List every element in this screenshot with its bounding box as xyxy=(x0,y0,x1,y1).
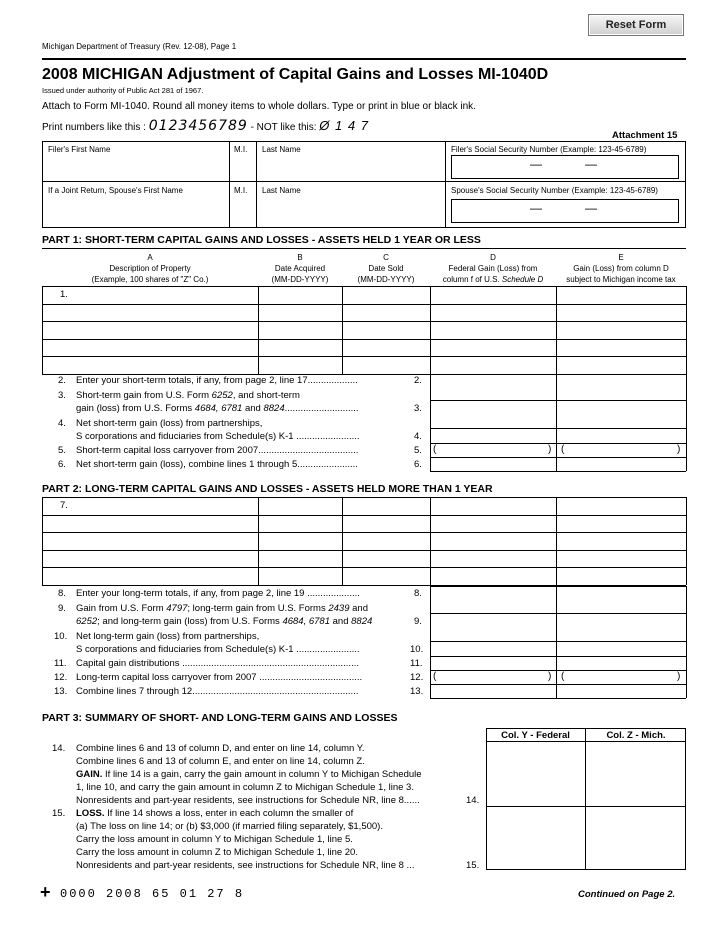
line9-t1a: Gain from U.S. Form xyxy=(76,603,167,614)
line3-t2c: and xyxy=(242,403,264,414)
filer-grid-right xyxy=(685,141,686,227)
part2-paren-d-open: ( xyxy=(433,671,437,682)
part1-row-5-michigan-gain-input[interactable] xyxy=(559,358,683,373)
part1-col-d-header xyxy=(430,252,556,285)
line11-box-label: 11. xyxy=(410,658,423,669)
line14-box-label: 14. xyxy=(466,795,480,806)
line12-num: 12. xyxy=(54,672,68,683)
part2-row-4-date-sold-input[interactable] xyxy=(345,552,427,567)
part2-total-e-input[interactable] xyxy=(559,614,683,628)
part1-line1-label: 1. xyxy=(60,289,68,300)
part1-row-rule xyxy=(42,304,686,305)
spouse-first-name-label: If a Joint Return, Spouse's First Name xyxy=(48,186,183,195)
line15-col-y-input[interactable] xyxy=(489,809,583,867)
part2-row-3-description-input[interactable] xyxy=(45,534,255,549)
line14-text3 xyxy=(76,769,422,782)
footer-plus-mark: + xyxy=(40,882,51,902)
part2-total-col-rule xyxy=(686,586,687,698)
part2-row-rule xyxy=(42,515,686,516)
part1-row-rule xyxy=(42,356,686,357)
spouse-ssn-input[interactable] xyxy=(451,199,679,223)
filer-grid-sep1 xyxy=(229,141,230,227)
part1-col-c-header xyxy=(342,252,430,285)
part2-row-4-date-acquired-input[interactable] xyxy=(261,552,339,567)
part2-row-2-michigan-gain-input[interactable] xyxy=(559,517,683,532)
header-rule xyxy=(42,58,686,60)
part2-total-e-input[interactable] xyxy=(559,642,683,655)
line11-text: Capital gain distributions ................................................................... xyxy=(76,658,359,669)
line2-box-label: 2. xyxy=(414,375,422,386)
part2-row-1-description-input[interactable] xyxy=(45,499,255,514)
part1-row-3-date-sold-input[interactable] xyxy=(345,323,427,338)
part1-row-1-description-input[interactable] xyxy=(45,288,255,303)
line3-t1b: 6252 xyxy=(211,390,233,401)
part2-row-2-date-acquired-input[interactable] xyxy=(261,517,339,532)
line9-t2b: ; and long-term gain (loss) from U.S. Forms xyxy=(97,616,283,627)
part1-row-2-federal-gain-input[interactable] xyxy=(433,306,553,321)
good-number-sample: 0123456789 xyxy=(148,118,248,134)
part1-col-b-header xyxy=(258,252,342,285)
col-c-line1: Date Sold xyxy=(368,264,404,273)
col-a-letter: A xyxy=(147,253,153,262)
part2-total-d-input[interactable] xyxy=(433,614,553,628)
part2-row-5-description-input[interactable] xyxy=(45,569,255,584)
part2-total-rule xyxy=(430,698,686,699)
line9-t2d: and xyxy=(330,616,352,627)
part1-col-rule xyxy=(42,286,43,374)
line6-num: 6. xyxy=(58,459,66,470)
footer-continued: Continued on Page 2. xyxy=(578,889,676,900)
line14-text5: Nonresidents and part-year residents, see instructions for Schedule NR, line 8...... xyxy=(76,795,420,806)
line12-text: Long-term capital loss carryover from 2007 ....................................... xyxy=(76,672,363,683)
line3-t2b: 4684, 6781 xyxy=(194,403,243,414)
part2-total-e-input[interactable] xyxy=(559,587,683,599)
line15-text3: Carry the loss amount in column Y to Michigan Schedule 1, line 5. xyxy=(76,834,353,845)
part1-col-rule xyxy=(430,286,431,374)
part1-total-e-input[interactable] xyxy=(559,444,683,456)
part1-paren-d-open: ( xyxy=(433,444,437,455)
part2-total-d-input[interactable] xyxy=(433,587,553,599)
part1-row-4-date-sold-input[interactable] xyxy=(345,341,427,356)
filer-first-name-label: Filer's First Name xyxy=(48,145,111,154)
line2-num: 2. xyxy=(58,375,66,386)
line8-box-label: 8. xyxy=(414,588,422,599)
line14-t3b: If line 14 is a gain, carry the gain amount in column Y to Michigan Schedule xyxy=(102,769,422,780)
part1-paren-e-close: ) xyxy=(677,444,681,455)
spouse-ssn-label: Spouse's Social Security Number (Example: 123-45-6789) xyxy=(451,186,658,195)
filer-grid-sep3 xyxy=(445,141,446,227)
part1-row-4-date-acquired-input[interactable] xyxy=(261,341,339,356)
part1-row-2-description-input[interactable] xyxy=(45,306,255,321)
attachment-label: Attachment 15 xyxy=(612,130,678,141)
line2-text: Enter your short-term totals, if any, from page 2, line 17................... xyxy=(76,375,358,386)
part2-row-2-federal-gain-input[interactable] xyxy=(433,517,553,532)
filer-ssn-label: Filer's Social Security Number (Example: 123-45-6789) xyxy=(451,145,647,154)
line15-text1 xyxy=(76,808,353,821)
part1-row-5-date-sold-input[interactable] xyxy=(345,358,427,373)
spouse-last-name-input[interactable] xyxy=(260,199,442,223)
part2-row-1-date-acquired-input[interactable] xyxy=(261,499,339,514)
part1-row-5-federal-gain-input[interactable] xyxy=(433,358,553,373)
line4-num: 4. xyxy=(58,418,66,429)
part2-col-rule xyxy=(342,497,343,585)
spouse-mi-input[interactable] xyxy=(232,199,254,223)
line5-text: Short-term capital loss carryover from 2007...................................... xyxy=(76,445,359,456)
col-d-line1: Federal Gain (Loss) from xyxy=(448,264,538,273)
col-c-line2: (MM-DD-YYYY) xyxy=(357,275,415,284)
part1-row-2-michigan-gain-input[interactable] xyxy=(559,306,683,321)
line11-num: 11. xyxy=(54,658,67,669)
part1-row-3-date-acquired-input[interactable] xyxy=(261,323,339,338)
part2-row-3-date-sold-input[interactable] xyxy=(345,534,427,549)
part2-paren-d-close: ) xyxy=(548,671,552,682)
part1-total-d-input[interactable] xyxy=(433,458,553,470)
part2-line7-label: 7. xyxy=(60,500,68,511)
col-e-letter: E xyxy=(618,253,624,262)
part1-total-e-input[interactable] xyxy=(559,429,683,442)
line4-box-label: 4. xyxy=(414,431,422,442)
part1-row-3-federal-gain-input[interactable] xyxy=(433,323,553,338)
col-y-header: Col. Y - Federal xyxy=(501,730,570,741)
line3-t2e: ............................ xyxy=(284,403,359,414)
line8-num: 8. xyxy=(58,588,66,599)
col-e-line2: subject to Michigan income tax xyxy=(566,275,676,284)
part1-col-rule xyxy=(686,286,687,374)
line9-text2 xyxy=(76,616,372,629)
part2-total-e-input[interactable] xyxy=(559,657,683,669)
filer-last-name-label: Last Name xyxy=(262,145,301,154)
line13-box-label: 13. xyxy=(410,686,424,697)
line15-num: 15. xyxy=(52,808,66,819)
part1-row-1-date-sold-input[interactable] xyxy=(345,288,427,303)
line9-num: 9. xyxy=(58,603,66,614)
part2-total-col-rule xyxy=(556,586,557,698)
line6-box-label: 6. xyxy=(414,459,422,470)
part2-row-5-date-acquired-input[interactable] xyxy=(261,569,339,584)
part2-row-4-federal-gain-input[interactable] xyxy=(433,552,553,567)
part2-col-rule xyxy=(686,497,687,585)
part2-row-1-michigan-gain-input[interactable] xyxy=(559,499,683,514)
line13-text: Combine lines 7 through 12............................................................... xyxy=(76,686,359,697)
line3-t2a: gain (loss) from U.S. Forms xyxy=(76,403,195,414)
line14-col-y-input[interactable] xyxy=(489,744,583,804)
part1-paren-d-close: ) xyxy=(548,444,552,455)
line9-t1c: ; long-term gain from U.S. Forms xyxy=(187,603,329,614)
line10-text1: Net long-term gain (loss) from partnerships, xyxy=(76,631,260,642)
part3-col-header-rule xyxy=(486,741,686,742)
part3-row-rule xyxy=(486,806,686,807)
filer-grid-left xyxy=(42,141,43,227)
part2-col-rule xyxy=(556,497,557,585)
line3-num: 3. xyxy=(58,390,66,401)
part2-row-rule xyxy=(42,550,686,551)
print-like-label: Print numbers like this : xyxy=(42,122,146,133)
part1-row-1-date-acquired-input[interactable] xyxy=(261,288,339,303)
line9-t2a: 6252 xyxy=(76,616,98,627)
part1-total-e-input[interactable] xyxy=(559,401,683,415)
part1-row-1-federal-gain-input[interactable] xyxy=(433,288,553,303)
line10-box-label: 10. xyxy=(410,644,424,655)
line9-t2e: 8824 xyxy=(351,616,373,627)
filer-ssn-input[interactable] xyxy=(451,155,679,179)
col-e-line1: Gain (Loss) from column D xyxy=(573,264,669,273)
part1-col-rule xyxy=(342,286,343,374)
part1-total-d-input[interactable] xyxy=(433,429,553,442)
line9-box-label: 9. xyxy=(414,616,422,627)
part1-total-d-input[interactable] xyxy=(433,444,553,456)
line8-text: Enter your long-term totals, if any, from page 2, line 19 .................... xyxy=(76,588,360,599)
part1-total-col-rule xyxy=(556,374,557,471)
part3-title: PART 3: SUMMARY OF SHORT- AND LONG-TERM GAINS AND LOSSES xyxy=(42,712,398,724)
line3-box-label: 3. xyxy=(414,403,422,414)
line14-col-z-input[interactable] xyxy=(588,744,683,804)
filer-grid-top xyxy=(42,141,686,142)
part2-grid-top xyxy=(42,497,686,498)
line14-gain-label: GAIN. xyxy=(76,769,103,780)
col-d-line2-b: Schedule D xyxy=(501,275,544,284)
line13-num: 13. xyxy=(54,686,68,697)
line15-col-z-input[interactable] xyxy=(588,809,683,867)
filer-first-name-input[interactable] xyxy=(46,156,226,178)
col-d-line2-a: column f of U.S. xyxy=(442,275,502,284)
line5-num: 5. xyxy=(58,445,66,456)
part2-row-3-date-acquired-input[interactable] xyxy=(261,534,339,549)
part1-row-1-michigan-gain-input[interactable] xyxy=(559,288,683,303)
part1-total-rule xyxy=(430,471,686,472)
line15-loss-label: LOSS. xyxy=(76,808,105,819)
line15-t1b: If line 14 shows a loss, enter in each column the smaller of xyxy=(104,808,354,819)
part1-row-3-michigan-gain-input[interactable] xyxy=(559,323,683,338)
department-line: Michigan Department of Treasury (Rev. 12-08), Page 1 xyxy=(42,42,237,51)
spouse-last-name-label: Last Name xyxy=(262,186,301,195)
filer-grid-mid xyxy=(42,181,686,182)
part2-total-d-input[interactable] xyxy=(433,657,553,669)
col-b-line1: Date Acquired xyxy=(274,264,326,273)
attach-instructions: Attach to Form MI-1040. Round all money items to whole dollars. Type or print in blue or black ink. xyxy=(42,101,476,112)
part2-row-4-description-input[interactable] xyxy=(45,552,255,567)
part2-total-d-input[interactable] xyxy=(433,642,553,655)
part1-header-top xyxy=(42,248,686,249)
part2-row-3-federal-gain-input[interactable] xyxy=(433,534,553,549)
part1-row-2-date-acquired-input[interactable] xyxy=(261,306,339,321)
line3-t2d: 8824 xyxy=(263,403,285,414)
part2-col-rule xyxy=(430,497,431,585)
part2-total-col-rule xyxy=(430,586,431,698)
line6-text: Net short-term gain (loss), combine lines 1 through 5....................... xyxy=(76,459,358,470)
col-d-line2 xyxy=(430,274,556,285)
part1-col-e-header xyxy=(556,252,686,285)
part2-paren-e-close: ) xyxy=(677,671,681,682)
line4-text1: Net short-term gain (loss) from partnerships, xyxy=(76,418,263,429)
line15-text4: Carry the loss amount in column Z to Michigan Schedule 1, line 20. xyxy=(76,847,358,858)
col-b-letter: B xyxy=(297,253,303,262)
part1-row-rule xyxy=(42,321,686,322)
part1-row-4-michigan-gain-input[interactable] xyxy=(559,341,683,356)
line3-t1c: , and short-term xyxy=(232,390,300,401)
part1-total-d-input[interactable] xyxy=(433,375,553,387)
filer-mi-input[interactable] xyxy=(232,156,254,178)
bad-number-sample: Ø 1 4 7 xyxy=(319,118,369,133)
part1-total-d-input[interactable] xyxy=(433,401,553,415)
filer-mi-label: M.I. xyxy=(234,145,248,154)
part1-row-5-date-acquired-input[interactable] xyxy=(261,358,339,373)
part3-col-sep xyxy=(585,728,586,870)
spouse-ssn-dash-1: — xyxy=(530,201,542,215)
spouse-first-name-input[interactable] xyxy=(46,199,226,223)
line10-num: 10. xyxy=(54,631,68,642)
spouse-mi-label: M.I. xyxy=(234,186,248,195)
part2-total-e-input[interactable] xyxy=(559,685,683,697)
part2-total-e-input[interactable] xyxy=(559,671,683,683)
part2-paren-e-open: ( xyxy=(561,671,565,682)
line3-text1 xyxy=(76,390,300,403)
part1-col-rule xyxy=(556,286,557,374)
filer-last-name-input[interactable] xyxy=(260,156,442,178)
line15-box-label: 15. xyxy=(466,860,480,871)
part1-row-3-description-input[interactable] xyxy=(45,323,255,338)
part2-row-2-date-sold-input[interactable] xyxy=(345,517,427,532)
line3-text2 xyxy=(76,403,359,416)
part2-row-4-michigan-gain-input[interactable] xyxy=(559,552,683,567)
authority-line: Issued under authority of Public Act 281 of 1967. xyxy=(42,86,204,95)
part1-total-col-rule xyxy=(430,374,431,471)
part1-row-4-description-input[interactable] xyxy=(45,341,255,356)
part1-row-5-description-input[interactable] xyxy=(45,358,255,373)
part2-row-rule xyxy=(42,532,686,533)
filer-ssn-dash-1: — xyxy=(530,157,542,171)
part2-col-rule xyxy=(42,497,43,585)
line12-box-label: 12. xyxy=(410,672,424,683)
part2-row-rule xyxy=(42,567,686,568)
line9-t1d: 2439 xyxy=(328,603,350,614)
col-z-header: Col. Z - Mich. xyxy=(606,730,666,741)
part2-row-5-federal-gain-input[interactable] xyxy=(433,569,553,584)
part1-total-e-input[interactable] xyxy=(559,375,683,387)
col-d-letter: D xyxy=(490,253,496,262)
part2-col-rule xyxy=(258,497,259,585)
part2-row-2-description-input[interactable] xyxy=(45,517,255,532)
line14-text1: Combine lines 6 and 13 of column D, and enter on line 14, column Y. xyxy=(76,743,365,754)
spouse-ssn-dash-2: — xyxy=(585,201,597,215)
part2-total-d-input[interactable] xyxy=(433,671,553,683)
footer-form-code: 0000 2008 65 01 27 8 xyxy=(60,887,245,901)
line10-text2: S corporations and fiduciaries from Schedule(s) K-1 ........................ xyxy=(76,644,360,655)
filer-grid-bottom xyxy=(42,227,686,228)
part1-total-col-rule xyxy=(686,374,687,471)
line9-text1 xyxy=(76,603,368,616)
col-a-line1: Description of Property xyxy=(109,264,191,273)
line5-box-label: 5. xyxy=(414,445,422,456)
col-c-letter: C xyxy=(383,253,389,262)
line4-text2: S corporations and fiduciaries from Schedule(s) K-1 ........................ xyxy=(76,431,360,442)
print-numbers-line xyxy=(42,118,369,134)
part1-col-a-header xyxy=(42,252,258,285)
filer-ssn-dash-2: — xyxy=(585,157,597,171)
line14-text4: 1, line 10, and carry the gain amount in column Z to Michigan Schedule 1, line 3. xyxy=(76,782,414,793)
part2-row-3-michigan-gain-input[interactable] xyxy=(559,534,683,549)
part2-row-1-federal-gain-input[interactable] xyxy=(433,499,553,514)
part1-total-e-input[interactable] xyxy=(559,458,683,470)
part2-row-5-michigan-gain-input[interactable] xyxy=(559,569,683,584)
line3-t1a: Short-term gain from U.S. Form xyxy=(76,390,212,401)
line15-text5: Nonresidents and part-year residents, see instructions for Schedule NR, line 8 ... xyxy=(76,860,415,871)
part2-row-5-date-sold-input[interactable] xyxy=(345,569,427,584)
part1-row-4-federal-gain-input[interactable] xyxy=(433,341,553,356)
col-a-line2: (Example, 100 shares of "Z" Co.) xyxy=(91,275,209,284)
part1-paren-e-open: ( xyxy=(561,444,565,455)
reset-form-button[interactable]: Reset Form xyxy=(588,14,684,36)
col-b-line2: (MM-DD-YYYY) xyxy=(271,275,329,284)
line9-t1b: 4797 xyxy=(166,603,188,614)
not-like-label: - NOT like this: xyxy=(250,122,317,133)
part2-total-d-input[interactable] xyxy=(433,685,553,697)
line14-num: 14. xyxy=(52,743,66,754)
filer-grid-sep2 xyxy=(256,141,257,227)
form-title: 2008 MICHIGAN Adjustment of Capital Gains and Losses MI-1040D xyxy=(42,66,549,83)
part1-title: PART 1: SHORT-TERM CAPITAL GAINS AND LOSSES - ASSETS HELD 1 YEAR OR LESS xyxy=(42,234,481,246)
part1-header-bottom xyxy=(42,286,686,287)
part1-col-rule xyxy=(258,286,259,374)
line9-t2c: 4684, 6781 xyxy=(282,616,330,627)
line14-text2: Combine lines 6 and 13 of column E, and enter on line 14, column Z. xyxy=(76,756,365,767)
part2-title: PART 2: LONG-TERM CAPITAL GAINS AND LOSSES - ASSETS HELD MORE THAN 1 YEAR xyxy=(42,483,493,495)
line9-t1e: and xyxy=(349,603,368,614)
part1-row-2-date-sold-input[interactable] xyxy=(345,306,427,321)
part1-row-rule xyxy=(42,339,686,340)
line15-text2: (a) The loss on line 14; or (b) $3,000 (if married filing separately, $1,500). xyxy=(76,821,383,832)
part2-row-1-date-sold-input[interactable] xyxy=(345,499,427,514)
